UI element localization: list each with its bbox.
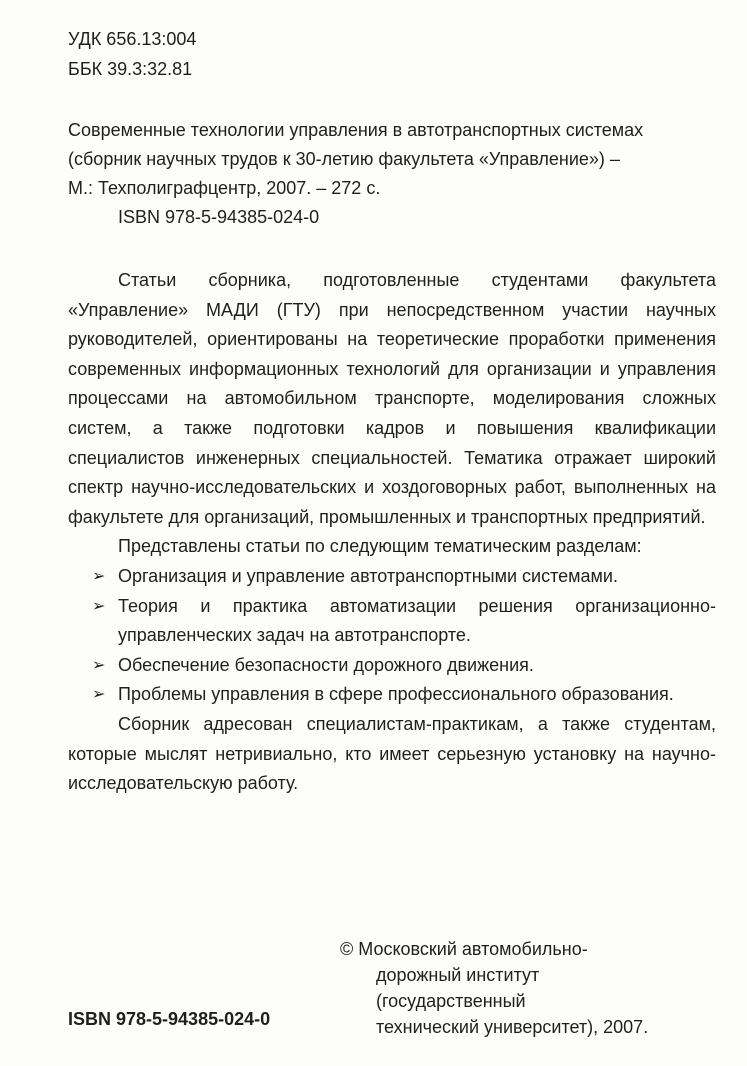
copyright-line: технический университет), 2007. <box>376 1017 649 1037</box>
publisher-line: М.: Техполиграфцентр, 2007. – 272 с. <box>68 178 381 198</box>
section-text: Организация и управление автотранспортными системами. <box>118 565 618 586</box>
section-text: Обеспечение безопасности дорожного движения. <box>118 654 534 675</box>
bbk-code: ББК 39.3:32.81 <box>68 59 193 79</box>
isbn-line: ISBN 978-5-94385-024-0 <box>118 207 320 227</box>
copyright-block <box>340 936 648 1040</box>
copyright-line: (государственный <box>376 991 526 1011</box>
section-text: Проблемы управления в сфере профессионального образования. <box>118 684 674 705</box>
arrow-bullet-icon: ➢ <box>92 567 106 585</box>
annotation <box>68 266 716 799</box>
arrow-bullet-icon: ➢ <box>92 656 106 674</box>
list-item <box>68 562 716 592</box>
bibliographic-record <box>68 116 716 232</box>
audience-paragraph: Сборник адресован специалистам-практикам, а также студентам, которые мыслят нетривиально, кто имеет серьезную установку на научно-исследовательскую работу. <box>68 713 716 794</box>
copyright-line: дорожный институт <box>376 965 540 985</box>
list-item <box>68 592 716 651</box>
udk-code: УДК 656.13:004 <box>68 29 197 49</box>
copyright-line: © Московский автомобильно- <box>340 939 588 959</box>
book-title-line2: (сборник научных трудов к 30-летию факультета «Управление») – <box>68 149 620 169</box>
list-item <box>68 651 716 681</box>
sections-intro: Представлены статьи по следующим тематическим разделам: <box>118 536 642 557</box>
arrow-bullet-icon: ➢ <box>92 686 106 704</box>
sections-list <box>68 562 716 710</box>
section-text: Теория и практика автоматизации решения организационно-управленческих задач на автотранспорте. <box>118 595 716 646</box>
book-title-line1: Современные технологии управления в автотранспортных системах <box>68 120 644 140</box>
arrow-bullet-icon: ➢ <box>92 597 106 615</box>
list-item <box>68 680 716 710</box>
classification-block <box>68 24 196 84</box>
isbn-footer: ISBN 978-5-94385-024-0 <box>68 1009 271 1029</box>
annotation-paragraph: Статьи сборника, подготовленные студентами факультета «Управление» МАДИ (ГТУ) при непосредственном участии научных руководителей, ориентированы на теоретические проработки применения современных информационных технологий для организации и управления процессами на автомобильном транспорте, моделирования сложных систем, а также подготовки кадров и повышения квалификации специалистов инженерных специальностей. Тематика отражает широкий спектр научно-исследовательских и хоздоговорных работ, выполненных на факультете для организаций, промышленных и транспортных предприятий. <box>68 270 716 527</box>
